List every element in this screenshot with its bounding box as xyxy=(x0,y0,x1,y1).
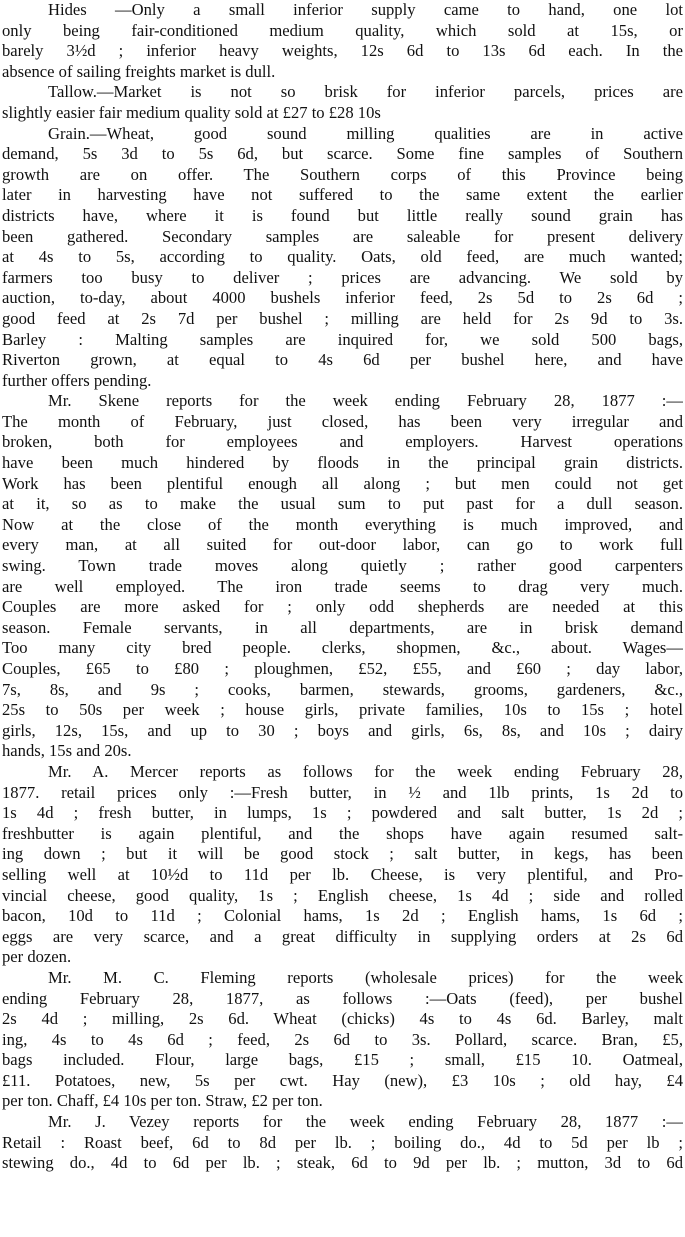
text-line: 25s to 50s per week ; house girls, private families, 10s to 15s ; hotel xyxy=(2,700,683,720)
text-line: Couples are more asked for ; only odd shepherds are needed at this xyxy=(2,597,683,617)
text-line: Hides —Only a small inferior supply came to hand, one lot xyxy=(48,0,683,19)
text-line: Mr. Skene reports for the week ending February 28, 1877 :— xyxy=(48,391,683,411)
text-line: Work has been plentiful enough all along ; but men could not get xyxy=(2,473,683,493)
text-line: districts have, where it is found but little really sound grain has xyxy=(2,205,683,225)
text-line: Retail : Roast beef, 6d to 8d per lb. ; boiling do., 4d to 5d per lb ; xyxy=(2,1132,683,1152)
text-line: per dozen. xyxy=(2,947,72,967)
paragraph-fleming-report xyxy=(2,968,683,1112)
text-line: The month of February, just closed, has been very irregular and xyxy=(2,411,683,431)
text-line: 7s, 8s, and 9s ; cooks, barmen, stewards, grooms, gardeners, &c., xyxy=(2,679,683,699)
text-line: at 4s to 5s, according to quality. Oats, old feed, are much wanted; xyxy=(2,247,683,267)
text-line: broken, both for employees and employers. Harvest operations xyxy=(2,432,683,452)
text-line: growth are on offer. The Southern corps of this Province being xyxy=(2,164,683,184)
paragraph-skene-report xyxy=(2,391,683,762)
text-line: at it, so as to make the usual sum to put past for a dull season. xyxy=(2,494,683,514)
text-line: girls, 12s, 15s, and up to 30 ; boys and girls, 6s, 8s, and 10s ; dairy xyxy=(2,720,683,740)
text-line: hands, 15s and 20s. xyxy=(2,741,132,761)
text-line: slightly easier fair medium quality sold at £27 to £28 10s xyxy=(2,102,381,122)
text-line: ing down ; but it will be good stock ; salt butter, in kegs, has been xyxy=(2,844,683,864)
text-line: only being fair-conditioned medium quality, which sold at 15s, or xyxy=(2,20,683,40)
text-line: selling well at 10½d to 11d per lb. Cheese, is very plentiful, and Pro- xyxy=(2,864,683,884)
text-line: absence of sailing freights market is dull. xyxy=(2,61,276,81)
text-line: have been much hindered by floods in the principal grain districts. xyxy=(2,453,683,473)
text-line: Riverton grown, at equal to 4s 6d per bushel here, and have xyxy=(2,350,683,370)
text-line: further offers pending. xyxy=(2,370,152,390)
text-line: freshbutter is again plentiful, and the shops have again resumed salt- xyxy=(2,823,683,843)
text-line: farmers too busy to deliver ; prices are advancing. We sold by xyxy=(2,267,683,287)
paragraph-mercer-report xyxy=(2,762,683,968)
text-line: vincial cheese, good quality, 1s ; English cheese, 1s 4d ; side and rolled xyxy=(2,885,683,905)
text-line: good feed at 2s 7d per bushel ; milling are held for 2s 9d to 3s. xyxy=(2,308,683,328)
text-line: Couples, £65 to £80 ; ploughmen, £52, £55, and £60 ; day labor, xyxy=(2,659,683,678)
paragraph-tallow xyxy=(2,82,683,123)
text-line: £11. Potatoes, new, 5s per cwt. Hay (new), £3 10s ; old hay, £4 xyxy=(2,1070,683,1090)
text-line: stewing do., 4d to 6d per lb. ; steak, 6d to 9d per lb. ; mutton, 3d to 6d xyxy=(2,1153,683,1173)
text-line: barely 3½d ; inferior heavy weights, 12s 6d to 13s 6d each. In the xyxy=(2,41,683,61)
text-line: swing. Town trade moves along quietly ; rather good carpenters xyxy=(2,556,683,576)
text-line: been gathered. Secondary samples are saleable for present delivery xyxy=(2,226,683,246)
paragraph-hides xyxy=(2,0,683,82)
text-line: Mr. A. Mercer reports as follows for the week ending February 28, xyxy=(48,761,683,781)
text-line: Too many city bred people. clerks, shopmen, &c., about. Wages— xyxy=(2,638,683,658)
text-line: 2s 4d ; milling, 2s 6d. Wheat (chicks) 4s to 4s 6d. Barley, malt xyxy=(2,1009,683,1029)
text-line: 1877. retail prices only :—Fresh butter, in ½ and 1lb prints, 1s 2d to xyxy=(2,782,683,802)
text-line: are well employed. The iron trade seems to drag very much. xyxy=(2,576,683,596)
text-line: 1s 4d ; fresh butter, in lumps, 1s ; powdered and salt butter, 1s 2d ; xyxy=(2,803,683,823)
text-line: eggs are very scarce, and a great difficulty in supplying orders at 2s 6d xyxy=(2,926,683,946)
text-line: Tallow.—Market is not so brisk for inferior parcels, prices are xyxy=(48,82,683,102)
text-line: ending February 28, 1877, as follows :—Oats (feed), per bushel xyxy=(2,988,683,1008)
text-line: later in harvesting have not suffered to the same extent the earlier xyxy=(2,185,683,205)
paragraph-vezey-report xyxy=(2,1112,683,1174)
text-line: season. Female servants, in all departments, are in brisk demand xyxy=(2,617,683,637)
text-line: auction, to-day, about 4000 bushels inferior feed, 2s 5d to 2s 6d ; xyxy=(2,288,683,308)
text-line: Mr. M. C. Fleming reports (wholesale prices) for the week xyxy=(48,967,683,987)
paragraph-grain xyxy=(2,124,683,392)
text-line: ing, 4s to 4s 6d ; feed, 2s 6d to 3s. Pollard, scarce. Bran, £5, xyxy=(2,1029,683,1049)
text-line: Barley : Malting samples are inquired for, we sold 500 bags, xyxy=(2,329,683,349)
text-line: demand, 5s 3d to 5s 6d, but scarce. Some fine samples of Southern xyxy=(2,144,683,164)
text-line: bags included. Flour, large bags, £15 ; small, £15 10. Oatmeal, xyxy=(2,1050,683,1070)
text-line: bacon, 10d to 11d ; Colonial hams, 1s 2d ; English hams, 1s 6d ; xyxy=(2,906,683,926)
text-line: Mr. J. Vezey reports for the week ending February 28, 1877 :— xyxy=(48,1112,683,1132)
text-line: every man, at all suited for out-door labor, can go to work full xyxy=(2,535,683,555)
text-line: Grain.—Wheat, good sound milling qualities are in active xyxy=(48,123,683,143)
text-line: per ton. Chaff, £4 10s per ton. Straw, £2 per ton. xyxy=(2,1091,323,1111)
text-line: Now at the close of the month everything is much improved, and xyxy=(2,514,683,534)
